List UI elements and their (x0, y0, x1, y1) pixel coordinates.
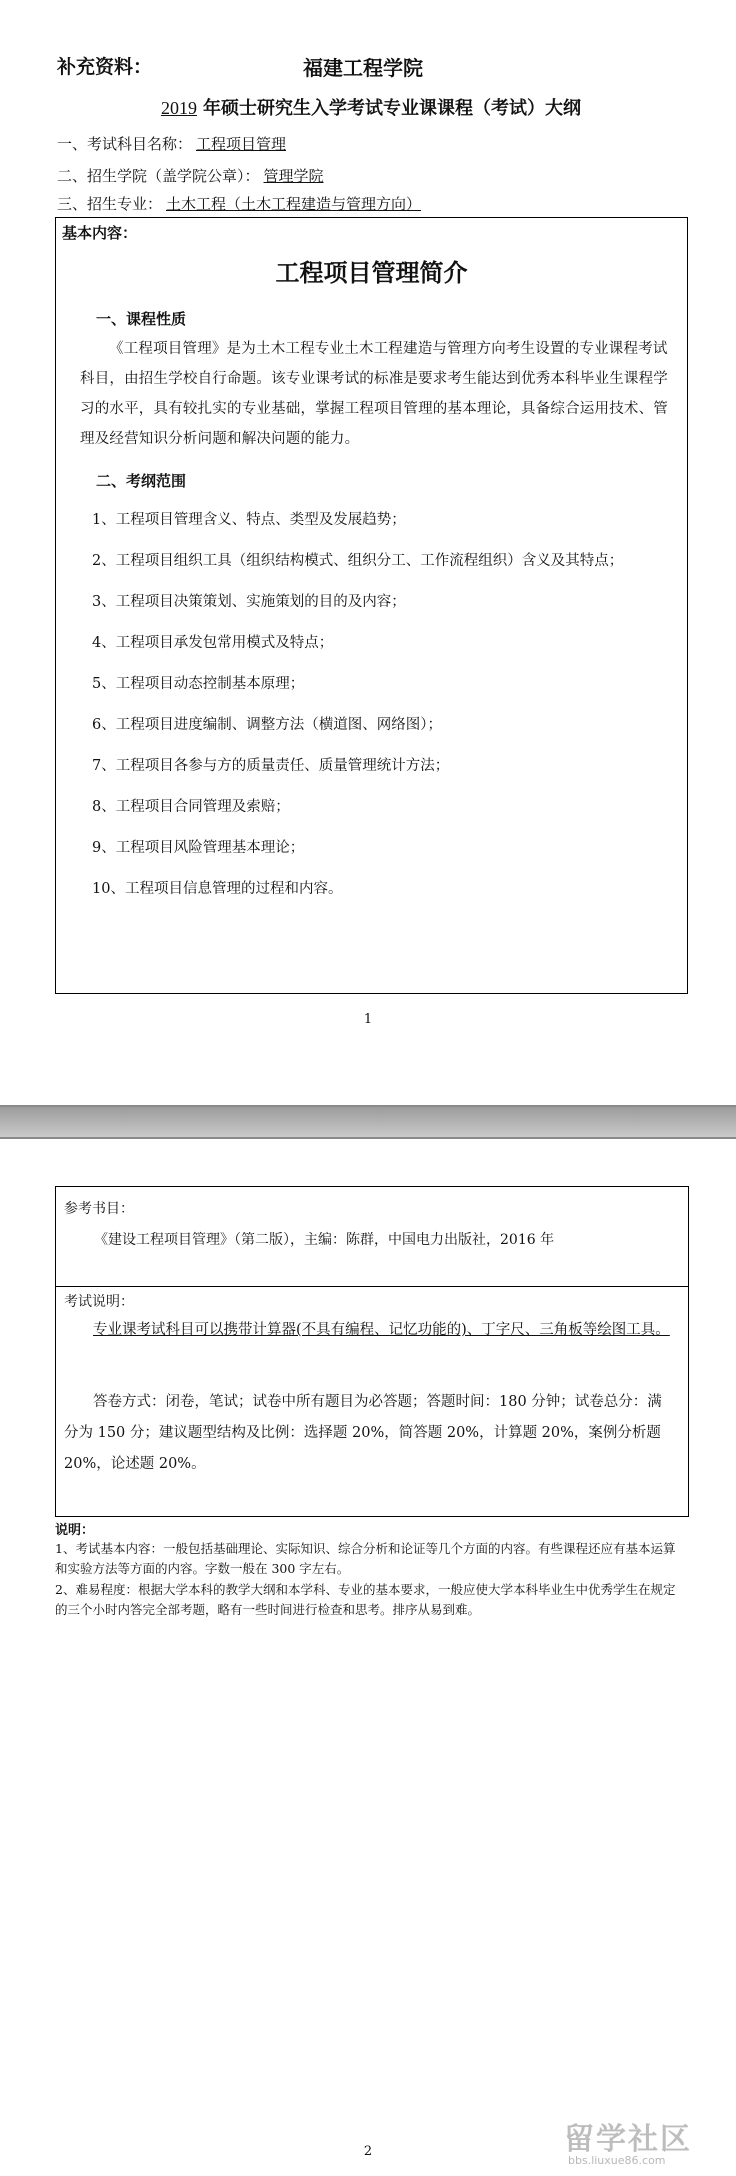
info-college (57, 165, 328, 186)
exam-note-tools (64, 1315, 676, 1346)
section-course-nature-title: 一、课程性质 (96, 310, 187, 328)
box-heading: 基本内容： (62, 224, 138, 242)
info-major-value: 土木工程（土木工程建造与管理方向） (166, 195, 422, 213)
outline-list (92, 500, 672, 910)
info-major-label: 三、招生专业： (57, 195, 163, 213)
reference-text: 《建设工程项目管理》（第二版），主编：陈群，中国电力出版社，2016 年 (94, 1232, 555, 1248)
list-item: 8、工程项目合同管理及索赔； (92, 799, 290, 815)
list-item: 5、工程项目动态控制基本原理； (92, 676, 305, 692)
info-college-label: 二、招生学院（盖学院公章）： (57, 167, 260, 185)
section-outline-title: 二、考纲范围 (96, 472, 187, 490)
watermark (558, 2114, 733, 2172)
watermark-url: bbs.liuxue86.com (568, 2154, 666, 2167)
content-box (55, 217, 688, 994)
list-item: 10、工程项目信息管理的过程和内容。 (92, 881, 343, 897)
page-number: 2 (363, 2144, 373, 2159)
document-page-2 (0, 1139, 736, 2176)
document-title (0, 94, 736, 120)
page-separator (0, 1105, 736, 1139)
supplement-label: 补充资料： (57, 56, 153, 78)
info-college-value: 管理学院 (263, 167, 324, 185)
exam-note-tools-text: 专业课考试科目可以携带计算器(不具有编程、记忆功能的)、丁字尺、三角板等绘图工具。 (93, 1322, 670, 1338)
list-item: 7、工程项目各参与方的质量责任、质量管理统计方法； (92, 758, 450, 774)
title-text: 年硕士研究生入学考试专业课课程（考试）大纲 (203, 98, 581, 119)
reference-label: 参考书目： (64, 1201, 134, 1217)
section-course-nature-text: 《工程项目管理》是为土木工程专业土木工程建造与管理方向考生设置的专业课程考试科目，由招生学校自行命题。该专业课考试的标准是要求考生能达到优秀本科毕业生课程学习的水平，具有较扎实的专业基础，掌握工程项目管理的基本理论，具备综合运用技术、管理及经营知识分析问题和解决问题的能力。 (80, 341, 668, 447)
school-name: 福建工程学院 (303, 56, 423, 80)
box-divider (56, 1286, 688, 1287)
watermark-logo: 留学社区 (564, 2122, 692, 2157)
header-row (57, 52, 697, 82)
exam-note-label: 考试说明： (64, 1294, 134, 1310)
list-item: 9、工程项目风险管理基本理论； (92, 840, 305, 856)
list-item: 6、工程项目进度编制、调整方法（横道图、网络图）； (92, 717, 442, 733)
title-year: 2019 (161, 98, 197, 118)
box-title: 工程项目管理简介 (275, 259, 468, 287)
info-subject-value: 工程项目管理 (196, 135, 287, 153)
page-number: 1 (363, 1012, 373, 1027)
exam-note-format: 答卷方式：闭卷，笔试；试卷中所有题目为必答题；答题时间：180 分钟；试卷总分：满分为 150 分；建议题型结构及比例：选择题 20%，简答题 20%，计算题 20%，案例分析题 20%，论述题 20%。 (64, 1394, 662, 1472)
list-item: 4、工程项目承发包常用模式及特点； (92, 635, 334, 651)
info-subject (57, 133, 290, 154)
explain-item-1: 1、考试基本内容：一般包括基础理论、实际知识、综合分析和论证等几个方面的内容。有些课程还应有基本运算和实验方法等方面的内容。字数一般在 300 字左右。 (55, 1541, 676, 1576)
list-item: 1、工程项目管理含义、特点、类型及发展趋势； (92, 512, 406, 528)
explain-item-2: 2、难易程度：根据大学本科的教学大纲和本学科、专业的基本要求，一般应使大学本科毕业生中优秀学生在规定的三个小时内答完全部考题，略有一些时间进行检查和思考。排序从易到难。 (55, 1582, 676, 1617)
info-major (57, 193, 425, 214)
reference-box (55, 1186, 689, 1517)
info-subject-label: 一、考试科目名称： (57, 135, 193, 153)
list-item: 2、工程项目组织工具（组织结构模式、组织分工、工作流程组织）含义及其特点； (92, 553, 624, 569)
explain-heading: 说明： (55, 1523, 95, 1538)
list-item: 3、工程项目决策策划、实施策划的目的及内容； (92, 594, 406, 610)
